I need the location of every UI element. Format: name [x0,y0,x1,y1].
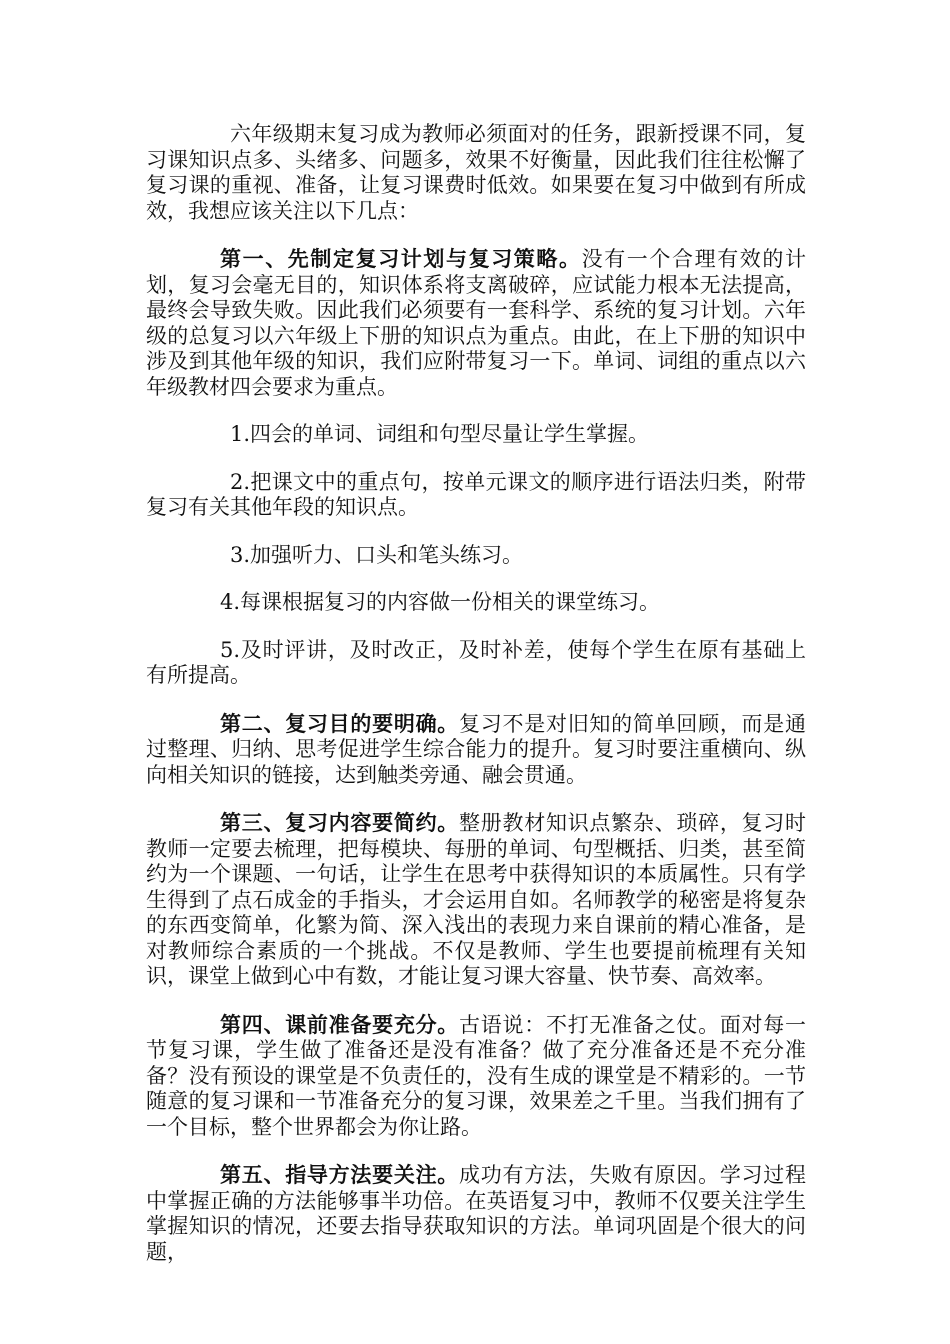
section-2-heading: 第二、复习目的要明确。 [220,710,460,736]
document-body [146,122,806,1265]
intro-paragraph: 六年级期末复习成为教师必须面对的任务，跟新授课不同，复习课知识点多、头绪多、问题多，效果不好衡量，因此我们往往松懈了复习课的重视、准备，让复习课费时低效。如果要在复习中做到有所成效，我想应该关注以下几点： [146,122,806,223]
section-5-heading: 第五、指导方法要关注。 [220,1162,460,1187]
section-3-body: 整册教材知识点繁杂、琐碎，复习时教师一定要去梳理，把每模块、每册的单词、句型概括、归类，甚至简约为一个课题、一句话，让学生在思考中获得知识的本质属性。只有学生得到了点石成金的手指头，才会运用自如。名师教学的秘密是将复杂的东西变简单，化繁为简、深入浅出的表现力来自课前的精心准备，是对教师综合素质的一个挑战。不仅是教师、学生也要提前梳理有关知识，课堂上做到心中有数，才能让复习课大容量、快节奏、高效率。 [146,811,807,988]
list-item-4: 4.每课根据复习的内容做一份相关的课堂练习。 [220,590,661,614]
section-3-heading: 第三、复习内容要简约。 [220,810,460,835]
list-item-3: 3.加强听力、口头和笔头练习。 [230,542,524,567]
section-1-heading: 第一、先制定复习计划与复习策略。 [220,246,582,271]
section-4-body: 古语说：不打无准备之仗。面对每一节复习课，学生做了准备还是没有准备？做了充分准备还是不充分准备？没有预设的课堂是不负责任的，没有生成的课堂是不精彩的。一节随意的复习课和一节准备充分的复习课，效果差之千里。当我们拥有了一个目标，整个世界都会为你让路。 [146,1012,807,1139]
section-4-paragraph [146,1012,806,1141]
section-4-heading: 第四、课前准备要充分。 [220,1011,460,1037]
section-2-body: 复习不是对旧知的简单回顾，而是通过整理、归纳、思考促进学生综合能力的提升。复习时要注重横向、纵向相关知识的链接，达到触类旁通、融会贯通。 [146,711,807,787]
list-item-2: 2.把课文中的重点句，按单元课文的顺序进行语法归类，附带复习有关其他年段的知识点。 [146,469,806,519]
section-2-paragraph [146,711,806,789]
section-1-paragraph [146,246,806,400]
section-3-paragraph [146,810,806,990]
section-1-body: 没有一个合理有效的计划，复习会毫无目的，知识体系将支离破碎，应试能力根本无法提高，最终会导致失败。因此我们必须要有一套科学、系统的复习计划。六年级的总复习以六年级上下册的知识点为重点。由此，在上下册的知识中涉及到其他年级的知识，我们应附带复习一下。单词、词组的重点以六年级教材四会要求为重点。 [146,247,807,399]
section-5-paragraph [146,1162,806,1265]
section-5-body: 成功有方法，失败有原因。学习过程中掌握正确的方法能够事半功倍。在英语复习中，教师不仅要关注学生掌握知识的情况，还要去指导获取知识的方法。单词巩固是个很大的问题， [146,1163,807,1264]
list-item-1: 1.四会的单词、词组和句型尽量让学生掌握。 [230,422,650,446]
list-item-5: 5.及时评讲，及时改正，及时补差，使每个学生在原有基础上有所提高。 [146,637,806,687]
